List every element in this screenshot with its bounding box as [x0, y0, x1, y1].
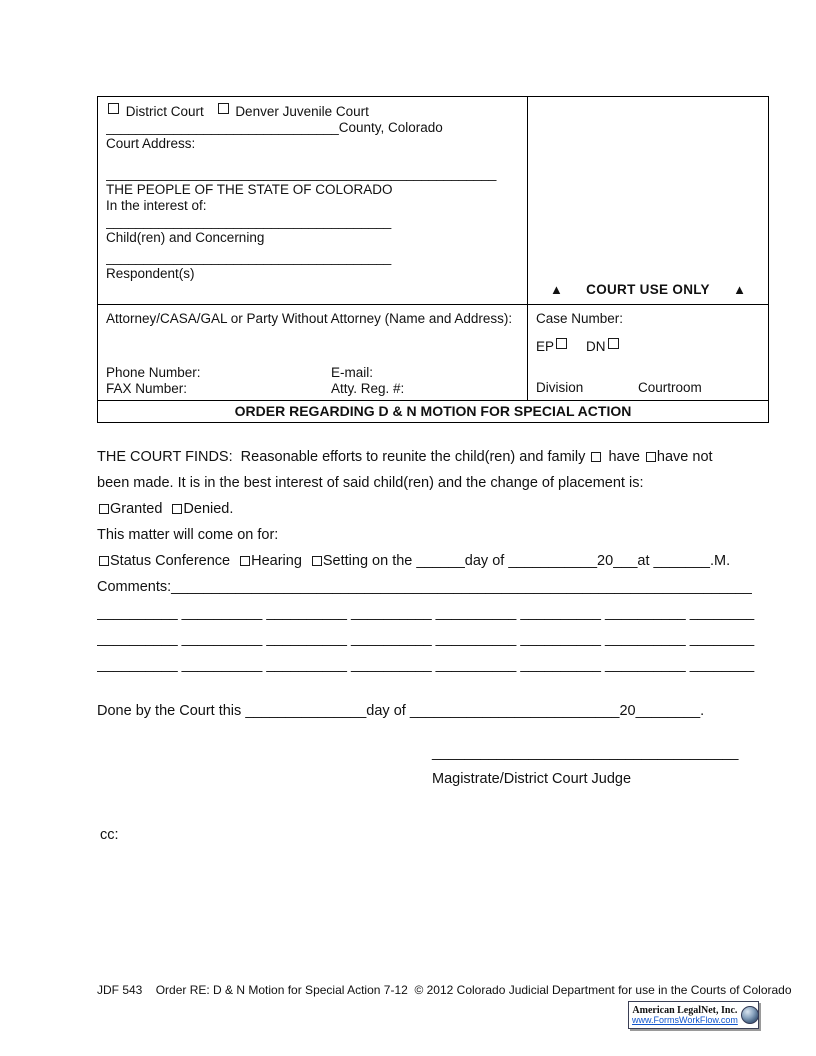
legalnet-name: American LegalNet, Inc. [632, 1004, 738, 1016]
setting-label: Setting on the [322, 553, 417, 569]
court-use-only-label: COURT USE ONLY [586, 282, 710, 297]
comments-line [97, 574, 761, 600]
cc-label: cc: [100, 827, 119, 843]
hearing-label: Hearing [251, 553, 302, 569]
year-prefix: 20 [597, 553, 614, 569]
judge-title-label: Magistrate/District Court Judge [432, 771, 632, 787]
attorney-cell [98, 305, 528, 400]
have-not-checkbox[interactable] [646, 452, 656, 462]
done-year-prefix: 20 [619, 703, 636, 719]
done-month-blank: __________________________ [409, 703, 620, 719]
done-period: . [700, 703, 705, 719]
court-use-cell [528, 97, 768, 304]
have-label: have [608, 449, 640, 465]
denied-label: Denied. [183, 501, 234, 517]
ep-dn-line [536, 338, 760, 354]
court-address-label: Court Address: [106, 136, 196, 151]
granted-denied-line [97, 496, 761, 522]
setting-day-blank: ______ [416, 553, 465, 569]
order-body [97, 444, 761, 848]
hearing-setting-line [97, 548, 761, 574]
case-number-cell [528, 305, 768, 400]
done-year-blank: ________ [635, 703, 701, 719]
denver-juvenile-court-label: Denver Juvenile Court [235, 104, 369, 119]
attorney-label: Attorney/CASA/GAL or Party Without Attorney (Name and Address): [106, 311, 513, 326]
status-conference-label: Status Conference [110, 553, 231, 569]
in-interest-label: In the interest of: [106, 198, 207, 213]
people-title: THE PEOPLE OF THE STATE OF COLORADO [106, 182, 393, 197]
county-label: County, Colorado [338, 120, 443, 135]
comments-rule-line: __________ __________ __________ __________ __________ __________ __________ ________ [97, 631, 755, 647]
done-day-blank: _______________ [245, 703, 367, 719]
granted-checkbox[interactable] [99, 504, 109, 514]
have-not-label: have not [656, 449, 713, 465]
globe-icon [741, 1006, 759, 1024]
comments-rule-line: __________ __________ __________ __________ __________ __________ __________ ________ [97, 657, 755, 673]
court-type-line [106, 103, 519, 120]
division-label: Division [536, 380, 584, 395]
denver-juvenile-court-checkbox[interactable] [218, 103, 229, 114]
district-court-label: District Court [125, 104, 204, 119]
court-info-cell [98, 97, 528, 304]
county-blank: _______________________________ [106, 120, 339, 135]
court-finds-line-2: been made. It is in the best interest of said child(ren) and the change of placement is: [97, 475, 644, 491]
fax-label: FAX Number: [106, 380, 188, 396]
case-number-label: Case Number: [536, 311, 624, 326]
respondent-blank: ______________________________________ [106, 250, 392, 265]
county-line [106, 120, 519, 136]
done-by-court-line [97, 698, 761, 724]
meridiem-label: .M. [709, 553, 731, 569]
dn-checkbox[interactable] [608, 338, 619, 349]
dn-label: DN [586, 339, 606, 354]
done-label: Done by the Court this [97, 703, 246, 719]
email-label: E-mail: [331, 365, 374, 380]
judge-signature-blank: ______________________________________ [432, 745, 739, 761]
denied-checkbox[interactable] [172, 504, 182, 514]
phone-label: Phone Number: [106, 365, 201, 380]
respondent-label: Respondent(s) [106, 266, 195, 281]
comments-label: Comments: [97, 579, 172, 595]
court-address-blank: ____________________________________________________ [106, 166, 497, 181]
triangle-up-icon: ▲ [550, 282, 563, 297]
setting-year-blank: ___ [613, 553, 638, 569]
signature-block [432, 740, 761, 792]
court-use-only-line [536, 282, 760, 299]
legalnet-text [632, 1005, 738, 1026]
ep-label: EP [536, 339, 555, 354]
court-finds-line-1 [97, 444, 761, 470]
phone-email-row [106, 365, 519, 381]
contact-grid [106, 365, 519, 396]
setting-month-blank: ___________ [508, 553, 598, 569]
comments-blank: ________________________________________________________________________ [171, 579, 752, 595]
courtroom-label: Courtroom [638, 380, 702, 395]
court-finds-text: THE COURT FINDS: Reasonable efforts to reunite the child(ren) and family [97, 449, 586, 465]
status-conference-checkbox[interactable] [99, 556, 109, 566]
setting-time-blank: _______ [653, 553, 710, 569]
at-label: at [637, 553, 654, 569]
atty-reg-label: Atty. Reg. #: [331, 380, 405, 396]
hearing-checkbox[interactable] [240, 556, 250, 566]
comments-rule-line: __________ __________ __________ __________ __________ __________ __________ ________ [97, 605, 755, 621]
legalnet-url-link[interactable]: www.FormsWorkFlow.com [632, 1014, 738, 1025]
caption-row-attorney [98, 304, 768, 400]
have-checkbox[interactable] [591, 452, 601, 462]
legalnet-badge [628, 1001, 759, 1029]
children-blank: ______________________________________ [106, 214, 392, 229]
caption-row-court [98, 97, 768, 304]
form-footer-text: JDF 543 Order RE: D & N Motion for Special Action 7-12 © 2012 Colorado Judicial Department for use in the Courts of Colorado [97, 983, 792, 997]
children-label: Child(ren) and Concerning [106, 230, 265, 245]
day-of-label: day of [464, 553, 509, 569]
caption-table [97, 96, 769, 423]
fax-attyreg-row [106, 381, 519, 397]
form-title: ORDER REGARDING D & N MOTION FOR SPECIAL ACTION [98, 400, 768, 422]
done-day-of-label: day of [366, 703, 410, 719]
ep-checkbox[interactable] [556, 338, 567, 349]
setting-checkbox[interactable] [312, 556, 322, 566]
triangle-up-icon: ▲ [733, 282, 746, 297]
division-courtroom-row [536, 380, 760, 395]
granted-label: Granted [110, 501, 163, 517]
matter-line: This matter will come on for: [97, 527, 279, 543]
district-court-checkbox[interactable] [108, 103, 119, 114]
